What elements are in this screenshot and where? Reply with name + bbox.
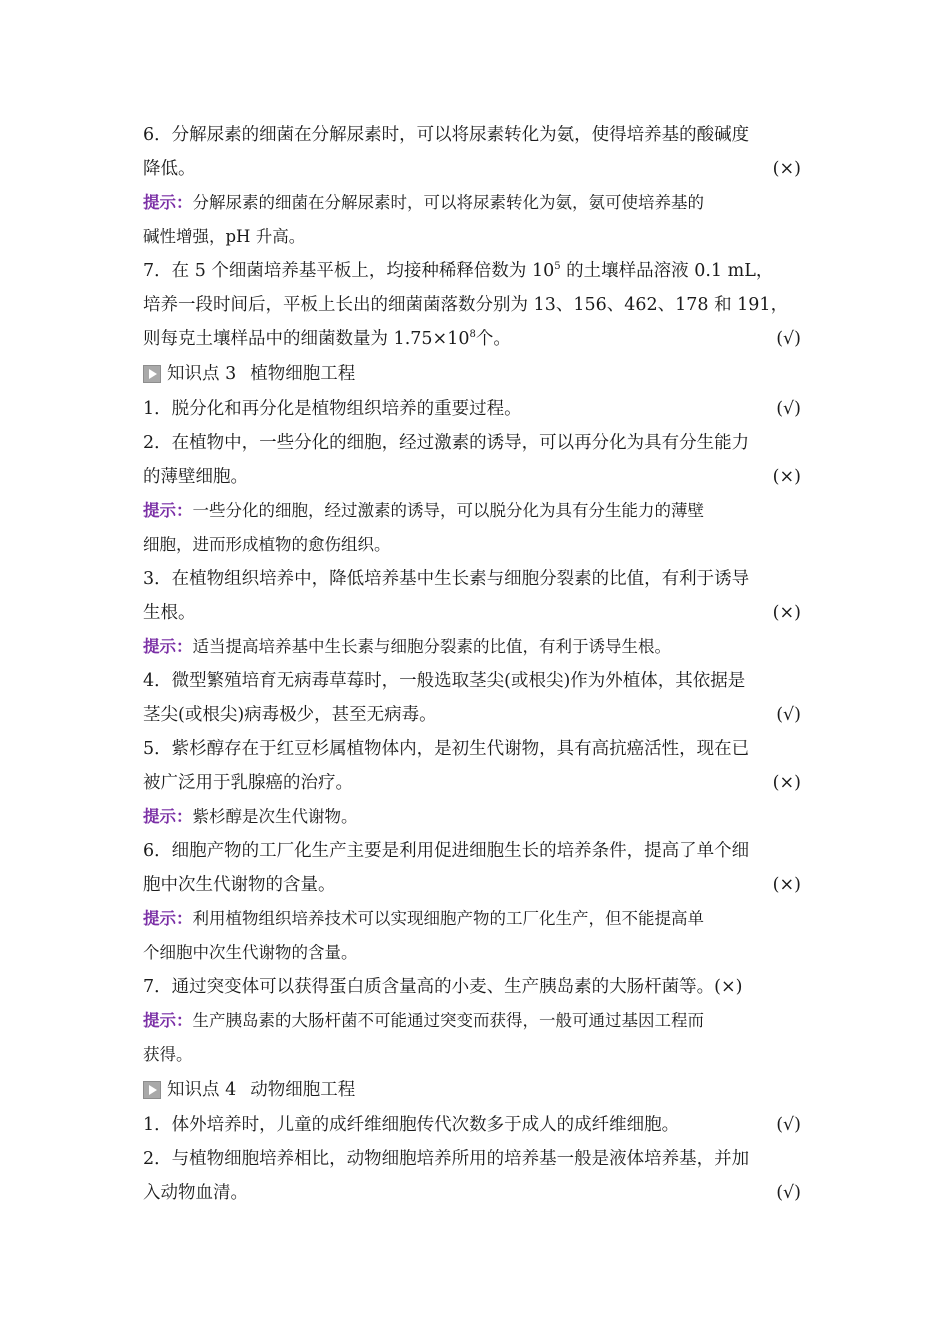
statement-text: 生根。 (143, 603, 196, 623)
s3-statement-6-line-2 (143, 868, 809, 902)
statement-text: 则每克土壤样品中的细菌数量为 1.75×10 (143, 329, 470, 349)
hint-6-line-2: 碱性增强，pH 升高。 (143, 227, 306, 246)
s3-statement-7: 7．通过突变体可以获得蛋白质含量高的小麦、生产胰岛素的大肠杆菌等。(×) (143, 977, 743, 997)
hint-label: 提示： (143, 637, 193, 656)
hint-label: 提示： (143, 909, 193, 928)
answer-mark: (×) (772, 159, 801, 179)
hint-label: 提示： (143, 501, 193, 520)
hint-text: 分解尿素的细菌在分解尿素时，可以将尿素转化为氨，氨可使培养基的 (192, 193, 704, 212)
s4-statement-2-line-2 (143, 1176, 809, 1210)
statement-text: 7．在 5 个细菌培养基平板上，均接种稀释倍数为 10 (143, 261, 555, 281)
s3-hint-6-line-1 (143, 902, 809, 936)
statement-7-line-2: 培养一段时间后，平板上长出的细菌菌落数分别为 13、156、462、178 和 191， (143, 295, 789, 315)
s3-statement-3-line-2 (143, 596, 809, 630)
hint-text: 生产胰岛素的大肠杆菌不可能通过突变而获得，一般可通过基因工程而 (192, 1011, 704, 1030)
statement-text: 1．脱分化和再分化是植物组织培养的重要过程。 (143, 399, 522, 419)
answer-mark: (×) (772, 603, 801, 623)
statement-text: 降低。 (143, 159, 196, 179)
statement-text: 入动物血清。 (143, 1183, 248, 1203)
s3-hint-5 (143, 800, 809, 834)
answer-mark: (×) (772, 875, 801, 895)
s3-statement-5-line-2 (143, 766, 809, 800)
answer-mark: (√) (776, 705, 801, 725)
document-page (143, 118, 809, 1210)
s3-hint-3 (143, 630, 809, 664)
hint-text: 紫杉醇是次生代谢物。 (192, 807, 358, 826)
hint-label: 提示： (143, 193, 193, 212)
answer-mark: (√) (776, 1183, 801, 1203)
answer-mark: (×) (772, 773, 801, 793)
s3-hint-2-line-2: 细胞，进而形成植物的愈伤组织。 (143, 535, 391, 554)
answer-mark: (×) (772, 467, 801, 487)
s3-hint-2-line-1 (143, 494, 809, 528)
statement-text: 个。 (475, 329, 511, 349)
hint-label: 提示： (143, 1011, 193, 1030)
s3-statement-5-line-1: 5．紫杉醇存在于红豆杉属植物体内，是初生代谢物，具有高抗癌活性，现在已 (143, 739, 750, 759)
s3-statement-6-line-1: 6．细胞产物的工厂化生产主要是利用促进细胞生长的培养条件，提高了单个细 (143, 841, 750, 861)
s4-statement-1 (143, 1108, 809, 1142)
hint-text: 一些分化的细胞，经过激素的诱导，可以脱分化为具有分生能力的薄壁 (192, 501, 704, 520)
hint-text: 利用植物组织培养技术可以实现细胞产物的工厂化生产，但不能提高单 (192, 909, 704, 928)
section-heading-4 (143, 1072, 809, 1108)
statement-text: 的薄壁细胞。 (143, 467, 248, 487)
s3-statement-1 (143, 392, 809, 426)
section-title: 动物细胞工程 (250, 1080, 356, 1100)
hint-text: 适当提高培养基中生长素与细胞分裂素的比值，有利于诱导生根。 (192, 637, 671, 656)
statement-text: 茎尖(或根尖)病毒极少，甚至无病毒。 (143, 705, 437, 725)
exponent: 5 (554, 261, 561, 272)
statement-6-line-2 (143, 152, 809, 186)
section-heading-3 (143, 356, 809, 392)
hint-label: 提示： (143, 807, 193, 826)
s3-hint-7-line-1 (143, 1004, 809, 1038)
section-number: 知识点 4 (167, 1080, 237, 1100)
answer-mark: (√) (776, 1115, 801, 1135)
statement-6-line-1: 6．分解尿素的细菌在分解尿素时，可以将尿素转化为氨，使得培养基的酸碱度 (143, 125, 750, 145)
s3-statement-3-line-1: 3．在植物组织培养中，降低培养基中生长素与细胞分裂素的比值，有利于诱导 (143, 569, 750, 589)
s3-hint-7-line-2: 获得。 (143, 1045, 193, 1064)
statement-text: 的土壤样品溶液 0.1 mL， (560, 261, 774, 281)
section-number: 知识点 3 (167, 364, 237, 384)
s3-statement-4-line-2 (143, 698, 809, 732)
play-icon (143, 365, 161, 383)
statement-7-line-1 (143, 254, 809, 288)
s3-statement-2-line-2 (143, 460, 809, 494)
answer-mark: (√) (776, 329, 801, 349)
statement-7-line-3 (143, 322, 809, 356)
answer-mark: (√) (776, 399, 801, 419)
statement-text: 1．体外培养时，儿童的成纤维细胞传代次数多于成人的成纤维细胞。 (143, 1115, 680, 1135)
play-icon (143, 1081, 161, 1099)
section-title: 植物细胞工程 (250, 364, 356, 384)
exponent: 8 (469, 329, 476, 340)
statement-text: 被广泛用于乳腺癌的治疗。 (143, 773, 353, 793)
hint-6-line-1 (143, 186, 809, 220)
s3-hint-6-line-2: 个细胞中次生代谢物的含量。 (143, 943, 358, 962)
statement-text: 胞中次生代谢物的含量。 (143, 875, 336, 895)
s3-statement-2-line-1: 2．在植物中，一些分化的细胞，经过激素的诱导，可以再分化为具有分生能力 (143, 433, 750, 453)
s3-statement-4-line-1: 4．微型繁殖培育无病毒草莓时，一般选取茎尖(或根尖)作为外植体，其依据是 (143, 671, 746, 691)
s4-statement-2-line-1: 2．与植物细胞培养相比，动物细胞培养所用的培养基一般是液体培养基，并加 (143, 1149, 750, 1169)
